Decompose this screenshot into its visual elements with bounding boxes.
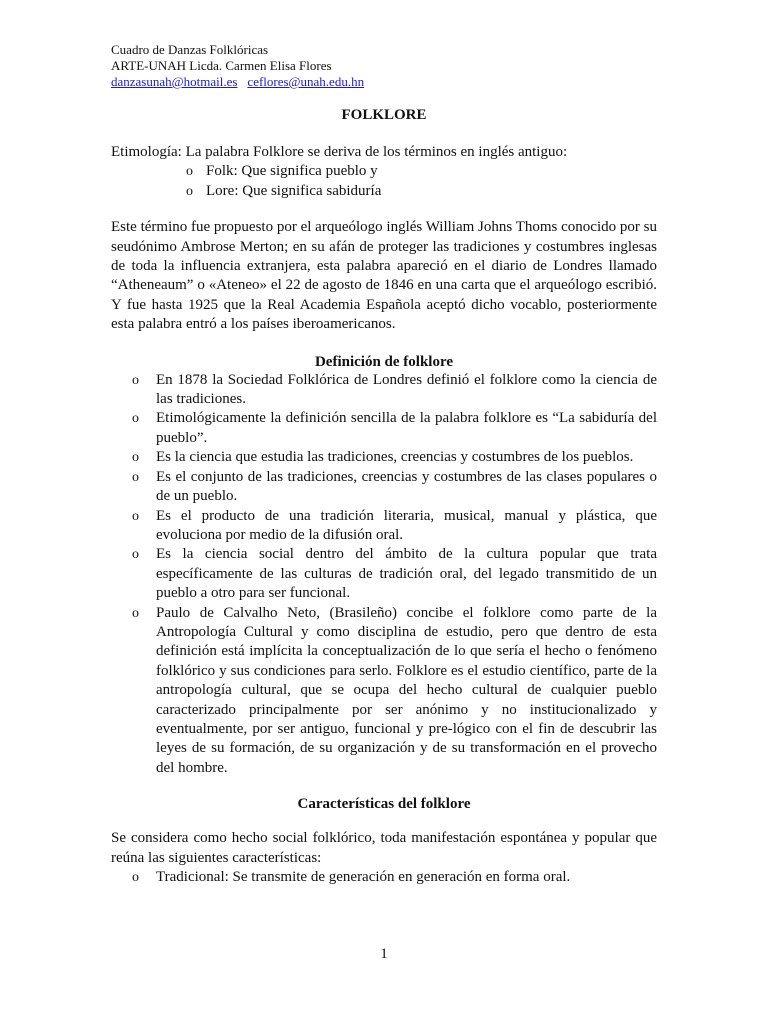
bullet-icon: o (186, 164, 193, 180)
page-number: 1 (380, 946, 388, 962)
bullet-icon: o (132, 469, 139, 485)
list-item (132, 545, 657, 603)
bullet-icon: o (186, 183, 193, 199)
etymology-list (111, 162, 657, 201)
email-link-2[interactable]: ceflores@unah.edu.hn (247, 74, 365, 89)
list-item-text: En 1878 la Sociedad Folklórica de Londres definió el folklore como la ciencia de las tradiciones. (156, 371, 657, 408)
bullet-icon: o (132, 508, 139, 524)
list-item-text: Es la ciencia que estudia las tradiciones, creencias y costumbres de los pueblos. (156, 449, 634, 466)
section-heading-caracteristicas: Características del folklore (297, 796, 471, 813)
etymology-line: Etimología: La palabra Folklore se deriva de los términos en inglés antiguo: (111, 144, 568, 160)
list-item (132, 868, 657, 887)
list-item-text: Tradicional: Se transmite de generación en generación en forma oral. (156, 869, 571, 885)
list-item-text: Es el conjunto de las tradiciones, creencias y costumbres de las clases populares o de un pueblo. (156, 468, 657, 505)
definitions-list (111, 371, 657, 779)
intro-paragraph: Este término fue propuesto por el arqueólogo inglés William Johns Thoms conocido por su seudónimo Ambrose Merton; en su afán de proteger las tradiciones y costumbres inglesas de toda la influencia extranjera, esta palabra apareció en el diario de Londres llamado “Atheneaum” o «Ateneo» el 22 de agosto de 1846 en una carta que el arqueólogo escribió. Y fue hasta 1925 que la Real Academia Española aceptó dicho vocablo, posteriormente esta palabra entró a los países iberoamericanos. (111, 219, 657, 333)
characteristics-intro: Se considera como hecho social folklórico, toda manifestación espontánea y popular que reúna las siguientes características: (111, 830, 657, 866)
list-item-text: Etimológicamente la definición sencilla de la palabra folklore es “La sabiduría del pueblo”. (156, 410, 657, 446)
list-item-text: Lore: Que significa sabiduría (206, 182, 382, 199)
list-item-text: Es la ciencia social dentro del ámbito de la cultura popular que trata específicamente de las culturas de tradición oral, del legado transmitido de un pueblo a otro para ser funcional. (156, 546, 657, 602)
list-item (132, 604, 657, 779)
header-emails (111, 74, 657, 90)
list-item (132, 507, 657, 546)
page-title: FOLKLORE (341, 107, 427, 123)
list-item (186, 162, 657, 181)
email-link-1[interactable]: danzasunah@hotmail.es (111, 74, 238, 89)
characteristics-list (111, 868, 657, 887)
bullet-icon: o (132, 870, 139, 885)
section-heading-definicion: Definición de folklore (314, 353, 454, 370)
bullet-icon: o (132, 411, 139, 427)
list-item-text: Es el producto de una tradición literaria, musical, manual y plástica, que evoluciona por medio de la difusión oral. (156, 507, 657, 543)
bullet-icon: o (132, 547, 139, 563)
list-item (132, 468, 657, 507)
list-item-text: Paulo de Calvalho Neto, (Brasileño) concibe el folklore como parte de la Antropología Cultural y como disciplina de estudio, pero que dentro de esta definición está implícita la conceptualización de lo que sería el hecho o fenómeno folklórico y sus condiciones para serlo. Folklore es el estudio científico, parte de la antropología cultural, que se ocupa del hecho cultural de cualquier pueblo caracterizado principalmente por ser anónimo y no institucionalizado y eventualmente, por ser antiguo, funcional y pre-lógico con el fin de descubrir las leyes de su formación, de su organización y de su transformación en el provecho del hombre. (156, 604, 657, 776)
document-header (111, 42, 657, 90)
bullet-icon: o (132, 605, 139, 621)
list-item (186, 182, 657, 201)
header-line-1: Cuadro de Danzas Folklóricas (111, 42, 269, 57)
list-item-text: Folk: Que significa pueblo y (206, 163, 378, 180)
list-item (132, 409, 657, 448)
list-item (132, 448, 657, 467)
list-item (132, 371, 657, 410)
header-line-2: ARTE-UNAH Licda. Carmen Elisa Flores (111, 58, 332, 73)
bullet-icon: o (132, 450, 139, 466)
bullet-icon: o (132, 372, 139, 388)
